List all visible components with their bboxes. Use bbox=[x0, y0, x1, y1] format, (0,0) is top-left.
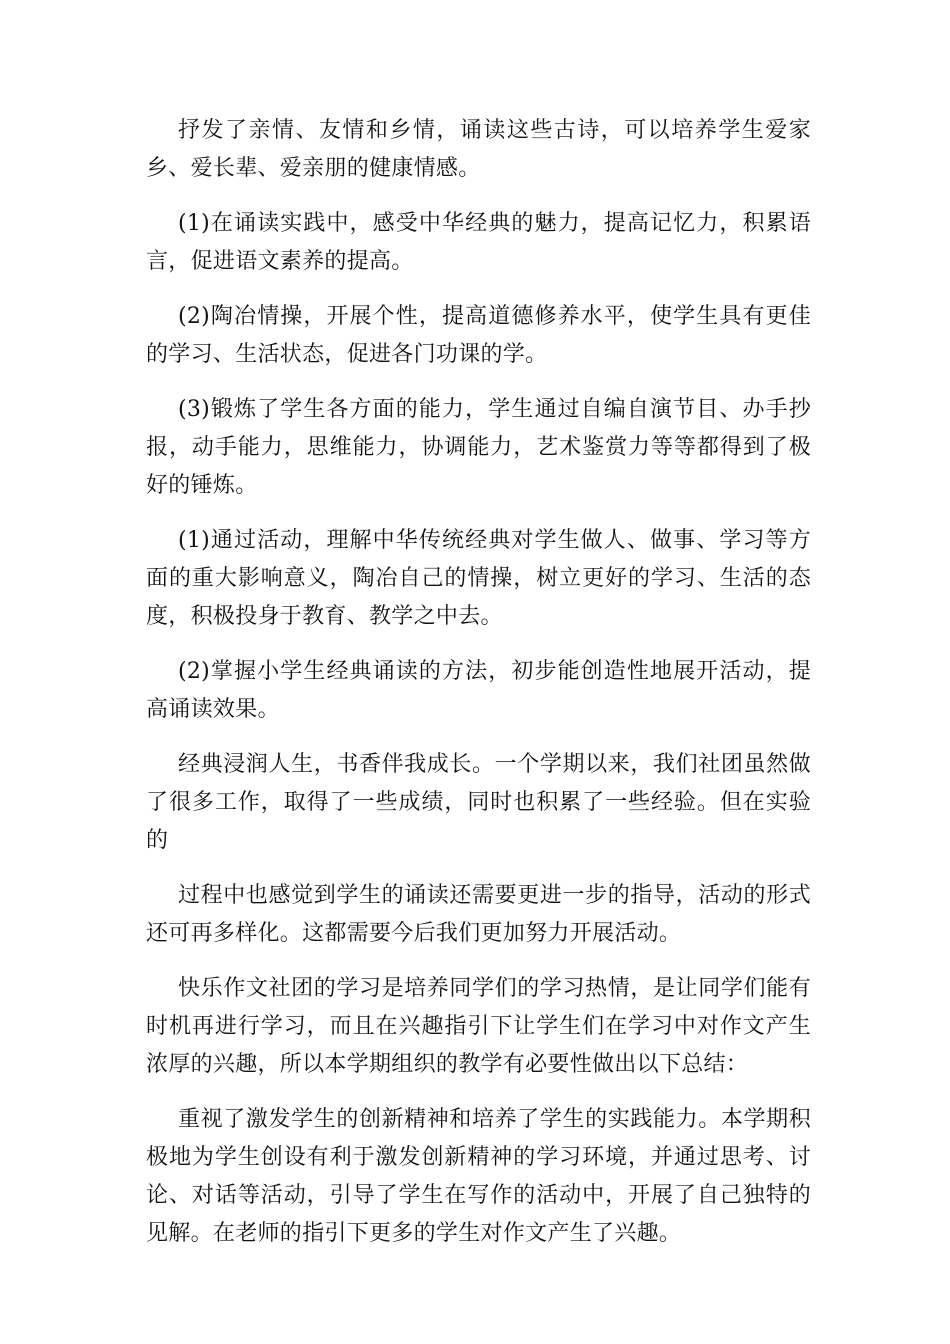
paragraph-10: 重视了激发学生的创新精神和培养了学生的实践能力。本学期积极地为学生创设有利于激发创新精神的学习环境，并通过思考、讨论、对话等活动，引导了学生在写作的活动中，开展了自己独特的见解。在老师的指引下更多的学生对作文产生了兴趣。 bbox=[146, 1107, 811, 1246]
paragraph-2: (1)在诵读实践中，感受中华经典的魅力，提高记忆力，积累语言，促进语文素养的提高。 bbox=[146, 211, 811, 274]
paragraph-9: 快乐作文社团的学习是培养同学们的学习热情，是让同学们能有时机再进行学习，而且在兴趣指引下让学生们在学习中对作文产生浓厚的兴趣，所以本学期组织的教学有必要性做出以下总结： bbox=[146, 976, 811, 1077]
paragraph-1: 抒发了亲情、友情和乡情，诵读这些古诗，可以培养学生爱家乡、爱长辈、爱亲朋的健康情感。 bbox=[146, 118, 811, 181]
paragraph-4: (3)锻炼了学生各方面的能力，学生通过自编自演节目、办手抄报，动手能力，思维能力，协调能力，艺术鉴赏力等等都得到了极好的锤炼。 bbox=[146, 397, 811, 498]
paragraph-8: 过程中也感觉到学生的诵读还需要更进一步的指导，活动的形式还可再多样化。这都需要今后我们更加努力开展活动。 bbox=[146, 883, 811, 946]
paragraph-3: (2)陶冶情操，开展个性，提高道德修养水平，使学生具有更佳的学习、生活状态，促进各门功课的学。 bbox=[146, 304, 811, 367]
paragraph-6: (2)掌握小学生经典诵读的方法，初步能创造性地展开活动，提高诵读效果。 bbox=[146, 659, 811, 722]
paragraph-7: 经典浸润人生，书香伴我成长。一个学期以来，我们社团虽然做了很多工作，取得了一些成绩，同时也积累了一些经验。但在实验的 bbox=[146, 752, 811, 853]
paragraph-5: (1)通过活动，理解中华传统经典对学生做人、做事、学习等方面的重大影响意义，陶冶自己的情操，树立更好的学习、生活的态度，积极投身于教育、教学之中去。 bbox=[146, 528, 811, 629]
document-body bbox=[146, 112, 811, 1270]
